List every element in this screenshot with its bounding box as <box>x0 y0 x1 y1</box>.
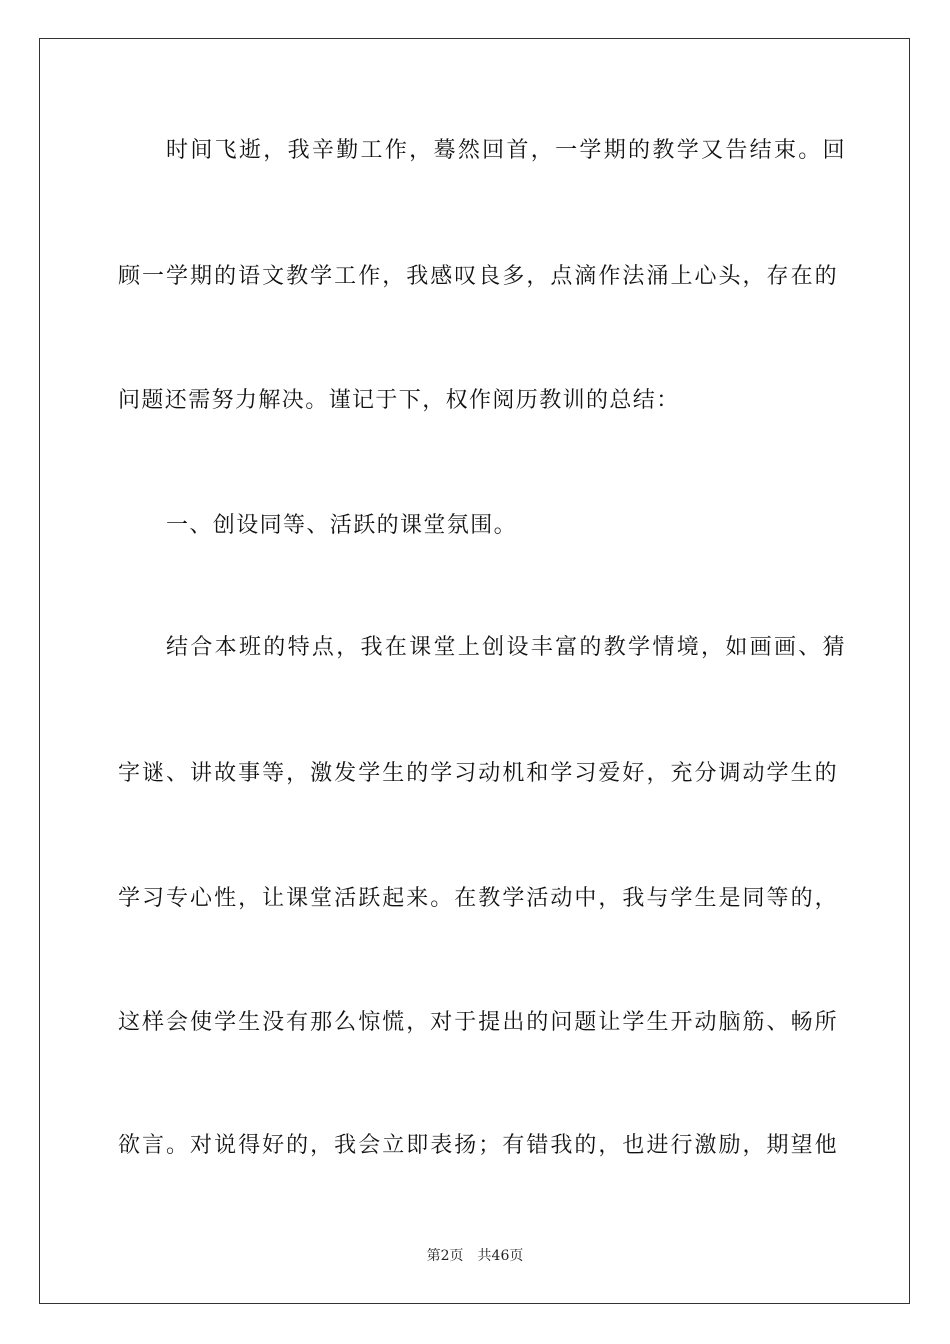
paragraph-line: 时间飞逝，我辛勤工作，蓦然回首，一学期的教学又告结束。回 <box>166 138 846 163</box>
page-border <box>39 38 910 1304</box>
paragraph-line: 问题还需努力解决。谨记于下，权作阅历教训的总结： <box>118 388 680 413</box>
paragraph-line: 欲言。对说得好的，我会立即表扬；有错我的，也进行激励，期望他 <box>118 1133 838 1158</box>
paragraph-line: 这样会使学生没有那么惊慌，对于提出的问题让学生开动脑筋、畅所 <box>118 1010 838 1035</box>
paragraph-line: 结合本班的特点，我在课堂上创设丰富的教学情境，如画画、猜 <box>166 635 846 660</box>
page-total: 共46页 <box>477 1248 524 1264</box>
paragraph-line: 学习专心性，让课堂活跃起来。在教学活动中，我与学生是同等的， <box>118 886 838 911</box>
paragraph-line: 字谜、讲故事等，激发学生的学习动机和学习爱好，充分调动学生的 <box>118 761 838 786</box>
page-footer <box>0 1246 950 1266</box>
paragraph-line: 顾一学期的语文教学工作，我感叹良多，点滴作法涌上心头，存在的 <box>118 264 838 289</box>
section-heading: 一、创设同等、活跃的课堂氛围。 <box>166 513 518 538</box>
page-number: 第2页 <box>426 1248 464 1264</box>
